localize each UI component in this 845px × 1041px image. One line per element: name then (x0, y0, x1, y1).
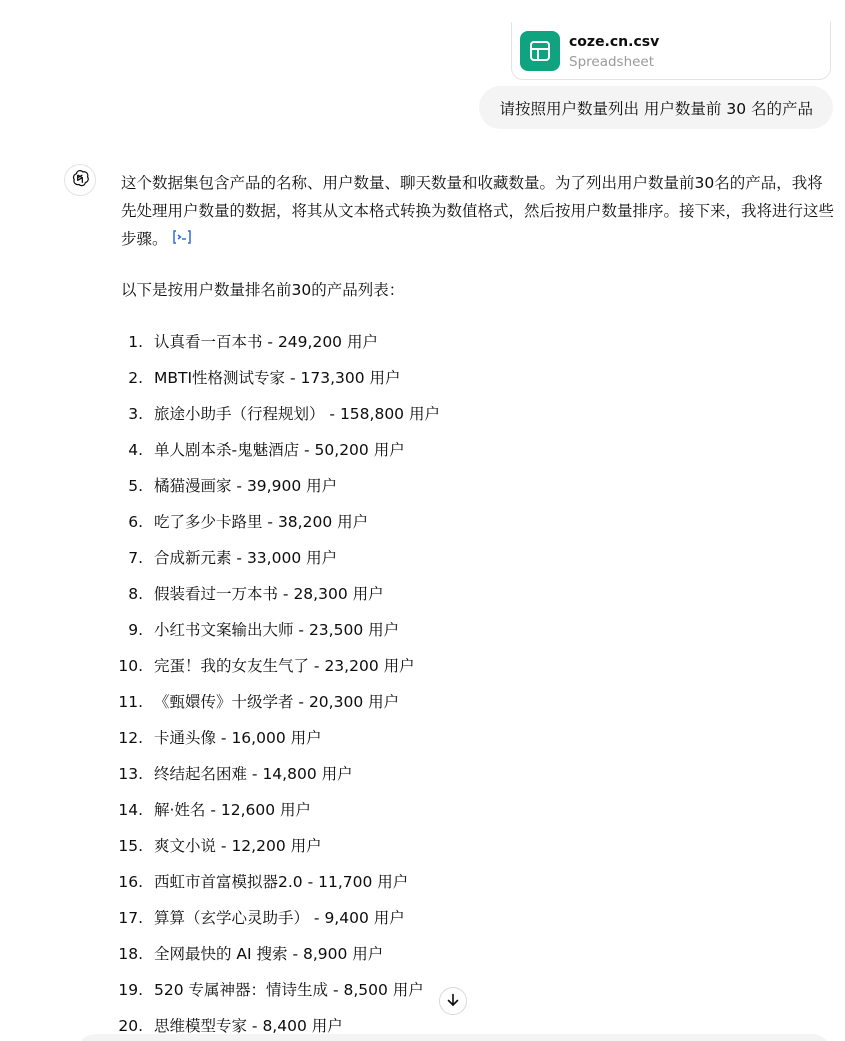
list-item-number: 16. (118, 872, 143, 891)
list-item-number: 18. (118, 944, 143, 963)
list-item (118, 720, 836, 756)
list-item-text: 卡通头像 - 16,000 用户 (154, 728, 322, 747)
list-item (121, 432, 836, 468)
list-item (118, 864, 836, 900)
message-composer[interactable] (76, 1034, 832, 1041)
view-analysis-button[interactable] (172, 226, 192, 254)
list-item-text: 小红书文案输出大师 - 23,500 用户 (154, 620, 400, 639)
list-item-text: MBTI性格测试专家 - 173,300 用户 (154, 368, 401, 387)
list-item-text: 520 专属神器：情诗生成 - 8,500 用户 (154, 980, 424, 999)
list-item-text: 认真看一百本书 - 249,200 用户 (154, 332, 378, 351)
list-intro: 以下是按用户数量排名前30的产品列表： (121, 280, 405, 299)
list-item (121, 576, 836, 612)
list-item-text: 吃了多少卡路里 - 38,200 用户 (154, 512, 369, 531)
list-item (121, 360, 836, 396)
list-item-text: 全网最快的 AI 搜索 - 8,900 用户 (154, 944, 384, 963)
list-item-number: 5. (128, 476, 143, 495)
list-item (118, 972, 836, 1008)
code-analysis-icon (172, 226, 192, 254)
file-name: coze.cn.csv (569, 34, 660, 50)
list-item-number: 10. (118, 656, 143, 675)
list-item-text: 西虹市首富模拟器2.0 - 11,700 用户 (154, 872, 409, 891)
scroll-down-button[interactable] (439, 987, 467, 1015)
user-message-text: 请按照用户数量列出 用户数量前 30 名的产品 (499, 99, 813, 118)
list-item-text: 算算（玄学心灵助手） - 9,400 用户 (154, 908, 405, 927)
list-item-text: 完蛋！我的女友生气了 - 23,200 用户 (154, 656, 415, 675)
list-item-text: 合成新元素 - 33,000 用户 (154, 548, 338, 567)
file-type: Spreadsheet (569, 54, 655, 70)
list-item-number: 3. (128, 404, 143, 423)
list-item-text: 爽文小说 - 12,200 用户 (154, 836, 322, 855)
list-item-text: 思维模型专家 - 8,400 用户 (154, 1016, 343, 1035)
list-item-text: 旅途小助手（行程规划） - 158,800 用户 (154, 404, 440, 423)
list-item (118, 792, 836, 828)
list-item-number: 2. (128, 368, 143, 387)
list-item (118, 828, 836, 864)
list-item (118, 648, 836, 684)
list-item (118, 756, 836, 792)
list-item-number: 15. (118, 836, 143, 855)
arrow-down-icon (446, 992, 460, 1011)
list-item-text: 终结起名困难 - 14,800 用户 (154, 764, 353, 783)
list-item-number: 7. (128, 548, 143, 567)
list-item (121, 324, 836, 360)
list-item (121, 468, 836, 504)
openai-logo-icon (70, 168, 90, 192)
list-item-number: 6. (128, 512, 143, 531)
list-item-text: 单人剧本杀-鬼魅酒店 - 50,200 用户 (154, 440, 405, 459)
answer-paragraph (121, 169, 836, 254)
list-item-text: 假装看过一万本书 - 28,300 用户 (154, 584, 384, 603)
list-item-number: 17. (118, 908, 143, 927)
list-item (118, 684, 836, 720)
list-item-number: 14. (118, 800, 143, 819)
list-item-number: 4. (128, 440, 143, 459)
list-item-text: 解·姓名 - 12,600 用户 (154, 800, 312, 819)
product-list (118, 324, 836, 1041)
list-item-number: 19. (118, 980, 143, 999)
list-item (121, 504, 836, 540)
list-item-number: 12. (118, 728, 143, 747)
list-item-number: 11. (118, 692, 143, 711)
answer-paragraph-text: 这个数据集包含产品的名称、用户数量、聊天数量和收藏数量。为了列出用户数量前30名的产品，我将先处理用户数量的数据，将其从文本格式转换为数值格式，然后按用户数量排序。接下来，我将进行这些步骤。 (121, 174, 835, 248)
list-item (121, 612, 836, 648)
list-item-number: 1. (128, 332, 143, 351)
list-item (118, 900, 836, 936)
file-attachment-card[interactable] (511, 22, 831, 80)
list-item-number: 8. (128, 584, 143, 603)
list-item (121, 540, 836, 576)
list-item-number: 9. (128, 620, 143, 639)
assistant-avatar (64, 164, 96, 196)
list-item-number: 20. (118, 1016, 143, 1035)
list-item-number: 13. (118, 764, 143, 783)
assistant-message (118, 169, 836, 1041)
list-item (118, 936, 836, 972)
list-item-text: 橘猫漫画家 - 39,900 用户 (154, 476, 338, 495)
list-item (121, 396, 836, 432)
spreadsheet-icon (520, 31, 560, 71)
user-message (479, 86, 833, 129)
list-item-text: 《甄嬛传》十级学者 - 20,300 用户 (154, 692, 400, 711)
